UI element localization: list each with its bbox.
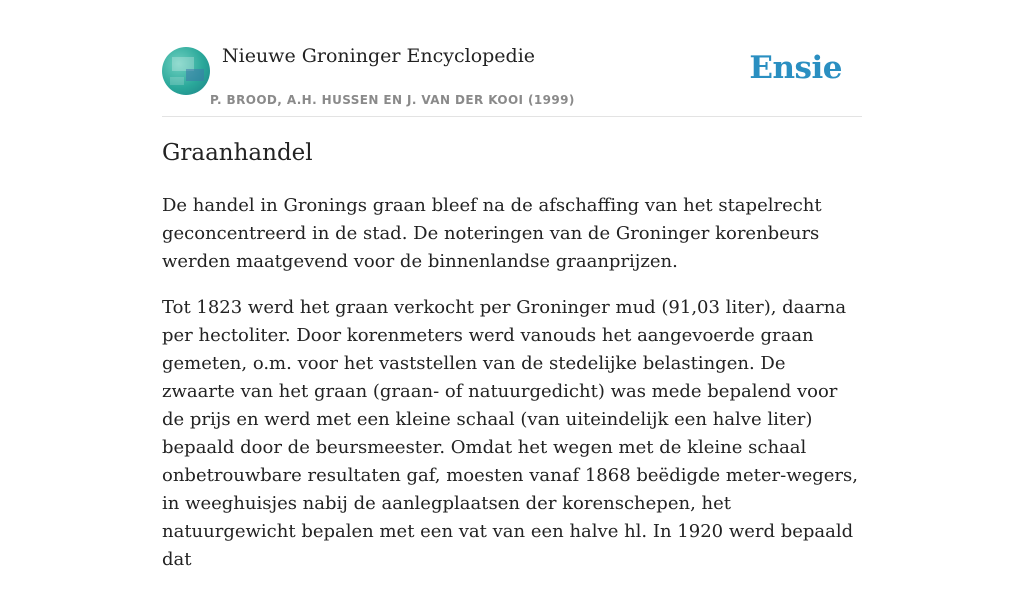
avatar-pattern-icon <box>170 77 184 85</box>
article-title: Graanhandel <box>162 140 313 166</box>
author-line: P. BROOD, A.H. HUSSEN EN J. VAN DER KOOI (1999) <box>210 93 575 107</box>
article-body <box>162 192 862 592</box>
paragraph: Tot 1823 werd het graan verkocht per Groninger mud (91,03 liter), daarna per hectoliter. Door korenmeters werd vanouds het aangevoerde graan gemeten, o.m. voor het vaststellen van de stedelijke belastingen. De zwaarte van het graan (graan- of natuurgedicht) was mede bepalend voor de prijs en werd met een kleine schaal (van uiteindelijk een halve liter) bepaald door de beursmeester. Omdat het wegen met de kleine schaal onbetrouwbare resultaten gaf, moesten vanaf 1868 beëdigde meter-wegers, in weeghuisjes nabij de aanlegplaatsen der korenschepen, het natuurgewicht bepalen met een vat van een halve hl. In 1920 werd bepaald dat <box>162 297 858 570</box>
paragraph: De handel in Gronings graan bleef na de afschaffing van het stapelrecht geconcentreerd in de stad. De noteringen van de Groninger korenbeurs werden maatgevend voor de binnenlandse graanprijzen. <box>162 195 822 272</box>
source-header <box>162 0 862 117</box>
source-title[interactable]: Nieuwe Groninger Encyclopedie <box>222 45 536 67</box>
brand-logo[interactable]: Ensie <box>749 50 842 86</box>
page-container <box>162 0 862 570</box>
source-avatar[interactable] <box>162 47 210 95</box>
avatar-pattern-icon <box>186 69 204 81</box>
